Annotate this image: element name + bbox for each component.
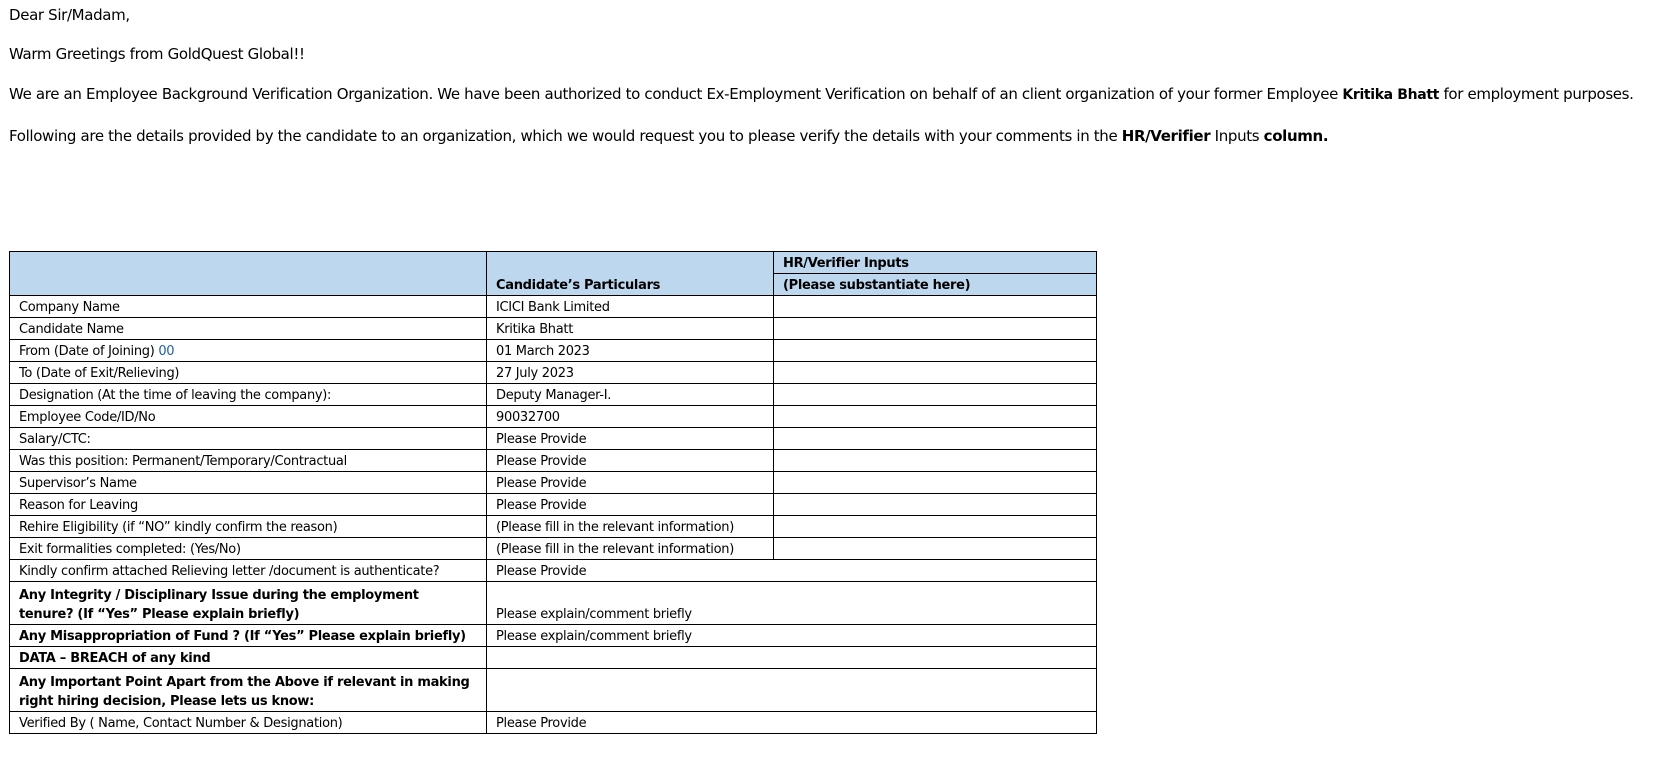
row-value: Kritika Bhatt: [487, 318, 774, 340]
row-label: Verified By ( Name, Contact Number & Designation): [10, 712, 487, 734]
row-label-extra: 00: [158, 344, 175, 359]
table-header-row-1: [10, 252, 1097, 274]
row-label: Company Name: [10, 296, 487, 318]
row-label: Employee Code/ID/No: [10, 406, 487, 428]
row-value: Please Provide: [487, 712, 1097, 734]
row-label: Any Important Point Apart from the Above if relevant in making right hiring decision, Please lets us know:: [10, 669, 487, 712]
row-label: Salary/CTC:: [10, 428, 487, 450]
row-label: Kindly confirm attached Relieving letter /document is authenticate?: [10, 560, 487, 582]
intro-text-start: We are an Employee Background Verification Organization. We have been authorized to conduct Ex-Employment Verification on behalf of an client organization of your former Employee: [9, 85, 1343, 103]
row-value[interactable]: [487, 669, 1097, 712]
row-label: Any Integrity / Disciplinary Issue during the employment tenure? (If “Yes” Please explain briefly): [10, 582, 487, 625]
header-blank-cell: [10, 252, 487, 296]
request-bold-hr-verifier: HR/Verifier: [1121, 127, 1211, 145]
row-label: Exit formalities completed: (Yes/No): [10, 538, 487, 560]
row-label: DATA – BREACH of any kind: [10, 647, 487, 669]
verifier-input-cell[interactable]: [774, 340, 1097, 362]
row-value: 27 July 2023: [487, 362, 774, 384]
row-label: Supervisor’s Name: [10, 472, 487, 494]
intro-text-end: for employment purposes.: [1439, 85, 1634, 103]
verifier-input-cell[interactable]: [774, 384, 1097, 406]
table-row: [10, 669, 1097, 712]
row-label: Was this position: Permanent/Temporary/Contractual: [10, 450, 487, 472]
row-value: Please Provide: [487, 450, 774, 472]
row-value: (Please fill in the relevant information): [487, 538, 774, 560]
verifier-input-cell[interactable]: [774, 296, 1097, 318]
row-value: Please explain/comment briefly: [487, 625, 1097, 647]
table-row: [10, 340, 1097, 362]
table-row: [10, 318, 1097, 340]
request-text-middle: Inputs: [1210, 127, 1264, 145]
row-label-text: From (Date of Joining): [19, 344, 159, 359]
row-label: Designation (At the time of leaving the company):: [10, 384, 487, 406]
verifier-input-cell[interactable]: [774, 318, 1097, 340]
row-value: Please Provide: [487, 428, 774, 450]
table-row: [10, 450, 1097, 472]
greeting-line: Dear Sir/Madam,: [9, 6, 130, 24]
verifier-input-cell[interactable]: [774, 494, 1097, 516]
row-label: [10, 340, 487, 362]
table-row: [10, 582, 1097, 625]
verifier-input-cell[interactable]: [774, 362, 1097, 384]
row-label: Candidate Name: [10, 318, 487, 340]
table-row: [10, 428, 1097, 450]
verifier-input-cell[interactable]: [774, 450, 1097, 472]
intro-paragraph: [9, 85, 1634, 103]
table-row: [10, 625, 1097, 647]
verifier-input-cell[interactable]: [774, 406, 1097, 428]
table-row: [10, 712, 1097, 734]
row-label: Any Misappropriation of Fund ? (If “Yes” Please explain briefly): [10, 625, 487, 647]
table-row: [10, 494, 1097, 516]
row-value: Please Provide: [487, 560, 1097, 582]
row-value[interactable]: [487, 647, 1097, 669]
row-label: Rehire Eligibility (if “NO” kindly confirm the reason): [10, 516, 487, 538]
intro-candidate-name: Kritika Bhatt: [1342, 87, 1440, 103]
table-row: [10, 406, 1097, 428]
table-row: [10, 362, 1097, 384]
request-bold-column: column.: [1263, 127, 1329, 145]
header-candidate-particulars: Candidate’s Particulars: [487, 252, 774, 296]
table-row: [10, 647, 1097, 669]
table-row: [10, 560, 1097, 582]
verifier-input-cell[interactable]: [774, 538, 1097, 560]
row-value: ICICI Bank Limited: [487, 296, 774, 318]
warm-greeting-line: Warm Greetings from GoldQuest Global!!: [9, 45, 305, 63]
verifier-input-cell[interactable]: [774, 516, 1097, 538]
request-text-start: Following are the details provided by the candidate to an organization, which we would request you to please verify the details with your comments in the: [9, 127, 1122, 145]
row-value: Deputy Manager-I.: [487, 384, 774, 406]
row-value: Please Provide: [487, 472, 774, 494]
header-please-substantiate: (Please substantiate here): [774, 274, 1097, 296]
row-label: Reason for Leaving: [10, 494, 487, 516]
table-row: [10, 296, 1097, 318]
table-row: [10, 472, 1097, 494]
table-row: [10, 516, 1097, 538]
table-row: [10, 538, 1097, 560]
row-value: 90032700: [487, 406, 774, 428]
table-row: [10, 384, 1097, 406]
row-value: Please Provide: [487, 494, 774, 516]
verifier-input-cell[interactable]: [774, 472, 1097, 494]
verification-table: [9, 251, 1097, 734]
row-value: Please explain/comment briefly: [487, 582, 1097, 625]
row-label: To (Date of Exit/Relieving): [10, 362, 487, 384]
header-hr-verifier-inputs: HR/Verifier Inputs: [774, 252, 1097, 274]
request-paragraph: [9, 127, 1328, 145]
verifier-input-cell[interactable]: [774, 428, 1097, 450]
row-value: (Please fill in the relevant information): [487, 516, 774, 538]
row-value: 01 March 2023: [487, 340, 774, 362]
